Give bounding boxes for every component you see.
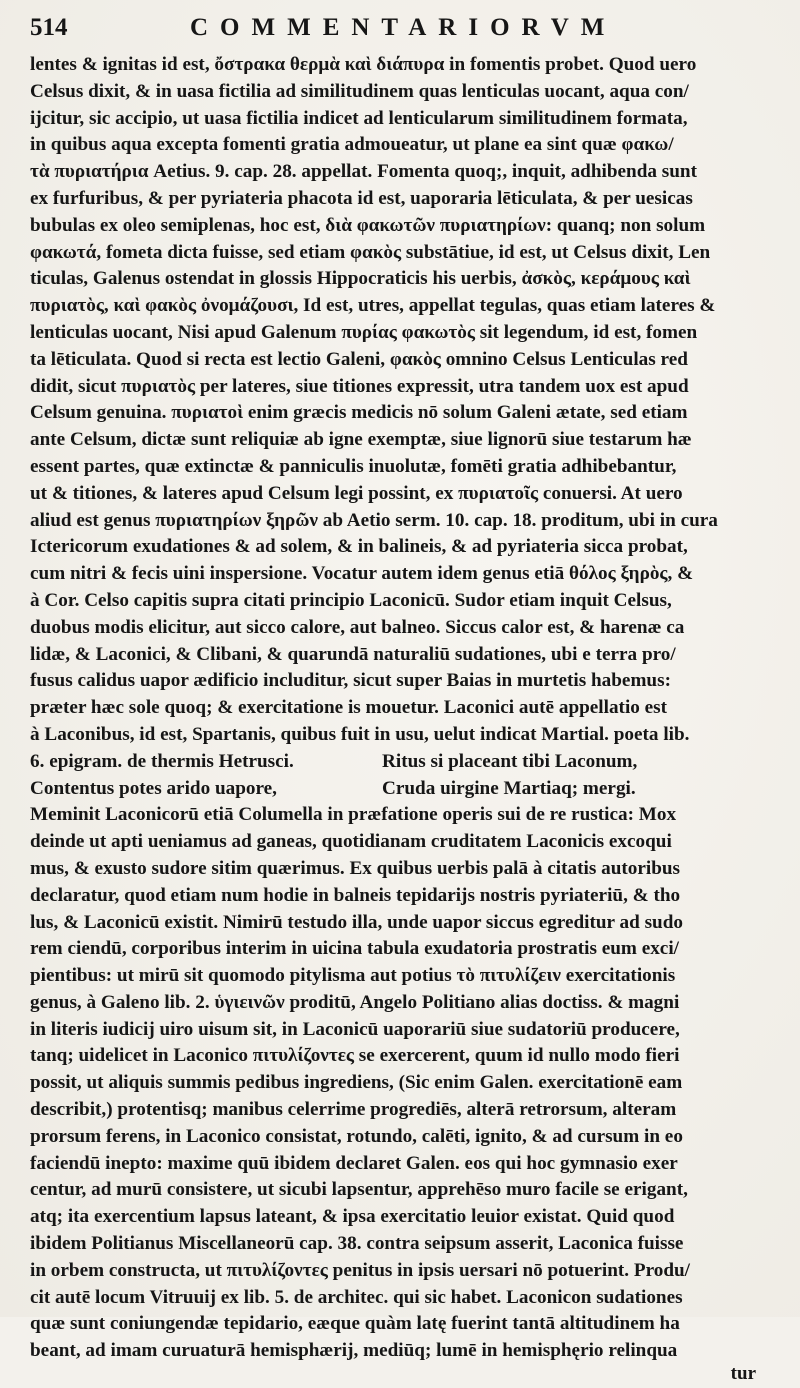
text-line: lidæ, & Laconici, & Clibani, & quarundā naturaliū sudationes, ubi e terra pro/ [30,643,676,665]
text-line: ut & titiones, & lateres apud Celsum legi possint, ex πυριατοῖς conuersi. At uero [30,482,683,504]
verse-text: Contentus potes arido uapore, [30,777,277,799]
text-line: quæ sunt coniungendæ tepidario, eæque quàm latę fuerint tantā altitudinem ha [30,1313,680,1335]
text-line: rem ciendū, corporibus interim in uicina tabula exudatoria prostratis eum exci/ [30,938,679,960]
text-line: in orbem constructa, ut πιτυλίζοντες penitus in ipsis uersari nō potuerint. Produ/ [30,1259,691,1281]
text-line: declaratur, quod etiam num hodie in balneis tepidarijs nostris pyriateriū, & tho [30,884,681,906]
text-line: τὰ πυριατήρια Aetius. 9. cap. 28. appellat. Fomenta quoq;, inquit, adhibenda sunt [30,161,697,183]
text-line: ex furfuribus, & per pyriateria phacota id est, uaporaria lēticulata, & per uesicas [30,187,693,209]
text-line: in quibus aqua excepta fomenti gratia admoueatur, ut plane ea sint quæ φακω/ [30,134,674,156]
verse-line [30,749,766,776]
text-line: essent partes, quæ extinctæ & panniculis inuolutæ, fomēti gratia adhibebantur, [30,455,677,477]
running-head [30,14,766,50]
text-line: in literis iudicij uiro uisum sit, in Laconicū uaporariū siue sudatoriū producere, [30,1018,680,1040]
text-line: cum nitri & fecis uini inspersione. Vocatur autem idem genus etiā θόλος ξηρὸς, & [30,563,694,585]
running-title: COMMENTARIORVM [190,14,617,41]
text-line: à Cor. Celso capitis supra citati principio Laconicū. Sudor etiam inquit Celsus, [30,589,672,611]
text-line: deinde ut apti ueniamus ad ganeas, quotidianam cruditatem Laconicis excoqui [30,831,672,853]
text-line: præter hæc sole quoq; & exercitatione is mouetur. Laconici autē appellatio est [30,697,668,719]
catchword: tur [730,1363,756,1385]
text-line: ticulas, Galenus ostendat in glossis Hippocraticis his uerbis, ἀσκὸς, κεράμους καὶ [30,268,691,290]
text-line: πυριατὸς, καὶ φακὸς ὀνομάζουσι, Id est, utres, appellat tegulas, quas etiam lateres & [30,295,716,317]
text-line: Meminit Laconicorū etiā Columella in præfatione operis sui de re rustica: Mox [30,804,677,826]
text-line: ijcitur, sic accipio, ut uasa fictilia indicet ad lenticularum similitudinem formata, [30,107,688,129]
text-line: lentes & ignitas id est, ὄστρακα θερμὰ καὶ διάπυρα in fomentis probet. Quod uero [30,54,697,75]
text-line: didit, sicut πυριατὸς per lateres, siue titiones expressit, utra tandem uox est apud [30,375,689,397]
text-line: fusus calidus uapor ædificio includitur, sicut super Baias in murtetis habemus: [30,670,671,692]
text-line: Celsum genuina. πυριατοὶ enim græcis medicis nō solum Galeni ætate, sed etiam [30,402,688,424]
text-line: lus, & Laconicū existit. Nimirū testudo illa, unde uapor siccus egreditur ad sudo [30,911,683,933]
text-line: centur, ad murū consistere, ut sicubi lapsentur, apprehēso muro facile se erigant, [30,1179,688,1201]
text-line: atq; ita exercentium lapsus lateant, & ipsa exercitatio leuior existat. Quid quod [30,1206,675,1228]
text-line: Celsus dixit, & in uasa fictilia ad similitudinem quas lenticulas uocant, aqua con/ [30,80,689,102]
text-line: ta lēticulata. Quod si recta est lectio Galeni, φακὸς omnino Celsus Lenticulas red [30,348,688,370]
text-line: bubulas ex oleo semiplenas, hoc est, διὰ φακωτῶν πυριατηρίων: quanq; non solum [30,214,706,236]
text-line: possit, ut aliquis summis pedibus ingrediens, (Sic enim Galen. exercitationē eam [30,1072,683,1094]
text-line: φακωτά, fometa dicta fuisse, sed etiam φακὸς substātiue, id est, ut Celsus dixit, Len [30,241,711,263]
text-line: mus, & exusto sudore sitim quærimus. Ex quibus uerbis palā à citatis autoribus [30,857,681,879]
text-line: ibidem Politianus Miscellaneorū cap. 38. contra seipsum asserit, Laconica fuisse [30,1233,684,1255]
text-line: cit autē locum Vitruuij ex lib. 5. de architec. qui sic habet. Laconicon sudationes [30,1286,683,1308]
body-text [30,52,766,1388]
text-line: faciendū inepto: maxime quū ibidem declaret Galen. eos qui hoc gymnasio exer [30,1152,678,1174]
text-line: pientibus: ut mirū sit quomodo pitylisma aut potius τὸ πιτυλίζειν exercitationis [30,965,676,987]
page-number: 514 [30,14,68,41]
text-line: aliud est genus πυριατηρίων ξηρῶν ab Aetio serm. 10. cap. 18. proditum, ubi in cura [30,509,718,531]
text-line: duobus modis elicitur, aut sicco calore, aut balneo. Siccus calor est, & harenæ ca [30,616,685,638]
verse-text: Cruda uirgine Martiaq; mergi. [382,777,636,799]
verse-text: Ritus si placeant tibi Laconum, [382,750,638,772]
verse-line [30,776,766,803]
text-line: lenticulas uocant, Nisi apud Galenum πυρίας φακωτὸς sit legendum, id est, fomen [30,321,698,343]
text-line: prorsum ferens, in Laconico consistat, rotundo, calēti, ignito, & ad cursum in eo [30,1125,683,1147]
verse-source: 6. epigram. de thermis Hetrusci. [30,750,294,772]
text-line: describit,) protentisq; manibus celerrime progrediēs, alterā retrorsum, alteram [30,1099,677,1121]
text-line: genus, à Galeno lib. 2. ὑγιεινῶν proditū, Angelo Politiano alias doctiss. & magni [30,991,680,1013]
text-line: à Laconibus, id est, Spartanis, quibus fuit in usu, uelut indicat Martial. poeta lib. [30,723,690,745]
text-line: tanq; uidelicet in Laconico πιτυλίζοντες se exercerent, quum id nullo modo fieri [30,1045,680,1067]
text-line: ante Celsum, dictæ sunt reliquiæ ab igne exemptæ, siue lignorū siue testarum hæ [30,429,692,451]
text-line: beant, ad imam curuaturā hemisphærij, mediūq; lumē in hemisphęrio relinqua [30,1340,678,1362]
text-line: Ictericorum exudationes & ad solem, & in balineis, & ad pyriateria sicca probat, [30,536,688,558]
